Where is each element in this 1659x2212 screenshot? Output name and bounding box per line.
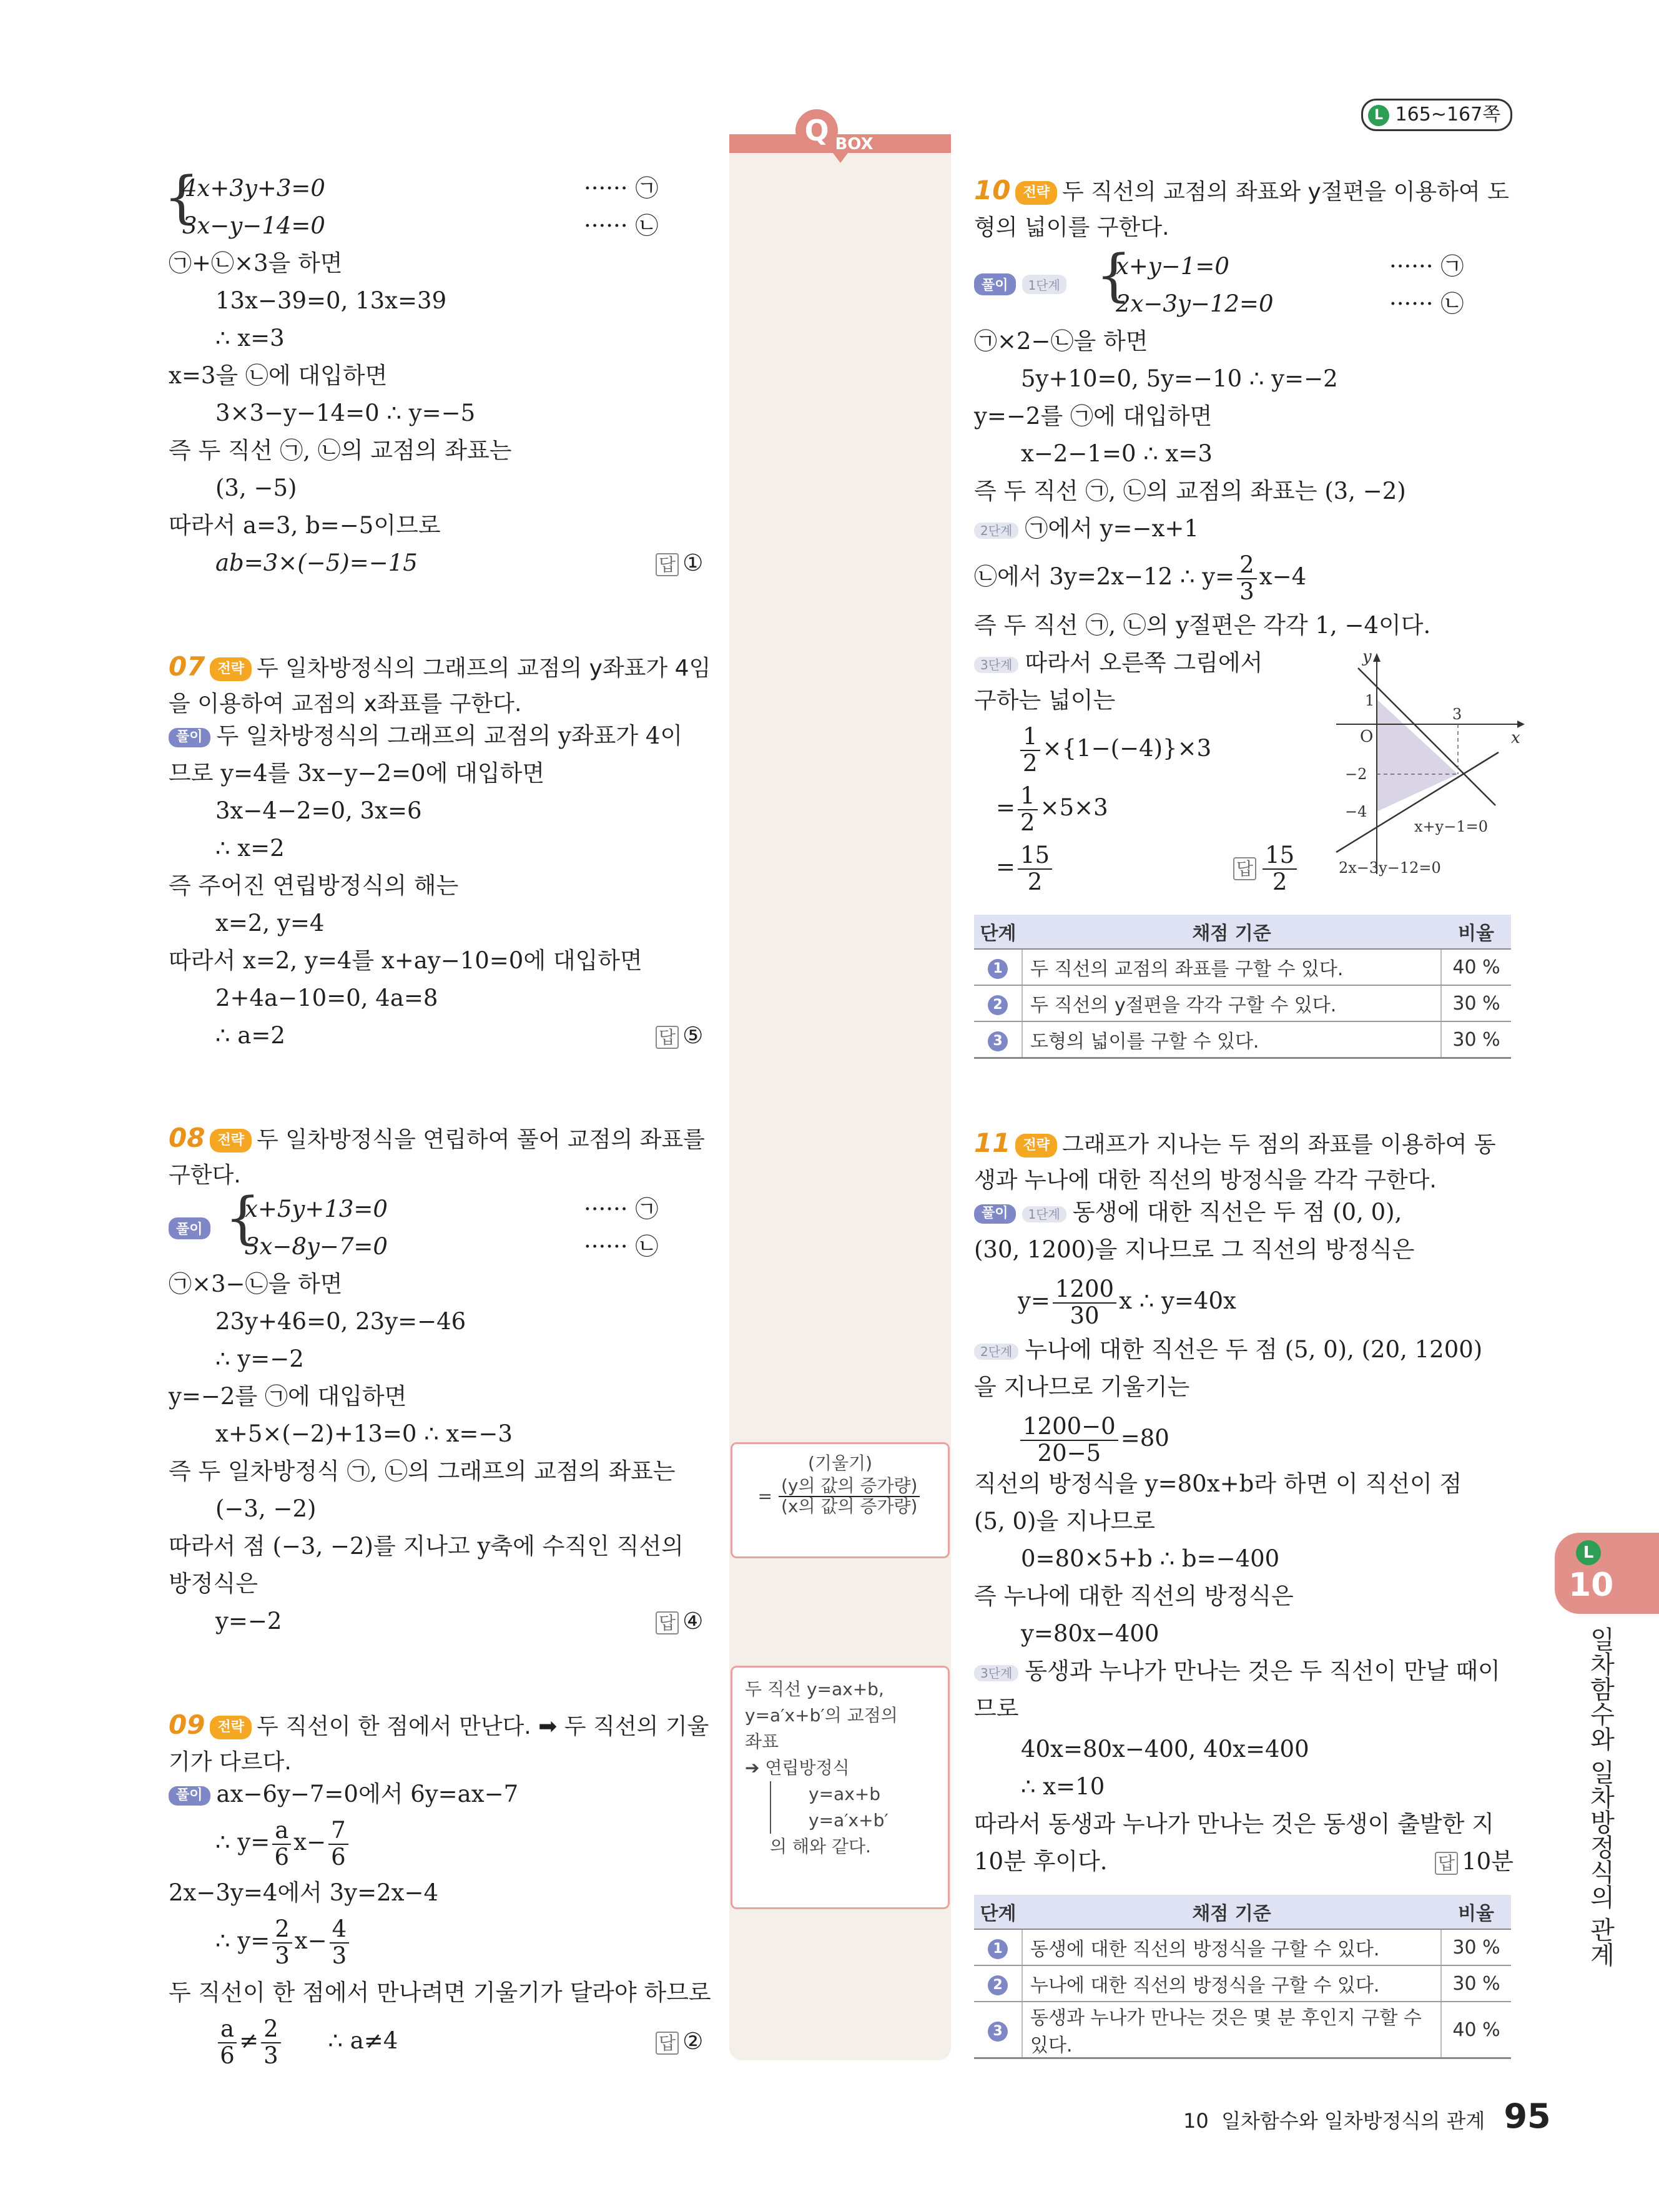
q08-line: 방정식은 [169, 1570, 258, 1597]
table-row: 3 동생과 누나가 만나는 것은 몇 분 후인지 구할 수 있다. 40 % [974, 2002, 1511, 2058]
table-row: 2 두 직선의 y절편을 각각 구할 수 있다. 30 % [974, 985, 1511, 1021]
q11-line: (5, 0)을 지나므로 [974, 1508, 1155, 1535]
q07-line: ∴ x=2 [215, 835, 285, 862]
q11-line: 10분 후이다. [974, 1848, 1108, 1875]
chapter-number: 10 [1568, 1566, 1614, 1604]
q11-answer: 답 10분 [1435, 1848, 1514, 1875]
q08-line: y=−2 [215, 1608, 282, 1634]
q10-line: 즉 두 직선 ㉠, ㉡의 y절편은 각각 1, −4이다. [974, 612, 1431, 639]
q08-answer: 답 ④ [656, 1608, 703, 1635]
q09-line: 두 직선이 한 점에서 만나려면 기울기가 달라야 하므로 [169, 1979, 711, 2006]
qbox-banner-icon [729, 109, 951, 165]
q10-calc1: $\frac{1}{2}$ ×{1−(−4)}×3 [1018, 724, 1211, 776]
q07-answer: 답 ⑤ [656, 1022, 703, 1049]
q10-line: ㉡에서 3y=2x−12 ∴ y= $\frac{2}{3}$ x−4 [974, 551, 1307, 605]
q06-eq1: 4x+3y+3=0 [182, 175, 325, 202]
q08-line: 즉 두 일차방정식 ㉠, ㉡의 그래프의 교점의 좌표는 [169, 1458, 676, 1485]
table-row: 2 누나에 대한 직선의 방정식을 구할 수 있다. 30 % [974, 1965, 1511, 2002]
q09-line: 2x−3y=4에서 3y=2x−4 [169, 1879, 439, 1906]
q10-graph [1324, 643, 1530, 880]
q10-calc2: = $\frac{1}{2}$ ×5×3 [996, 782, 1108, 836]
q07-line: 따라서 x=2, y=4를 x+ay−10=0에 대입하면 [169, 947, 642, 974]
q10-line: x−2−1=0 ∴ x=3 [1021, 440, 1213, 467]
q10-eq1: x+y−1=0 [1116, 253, 1229, 280]
q08-solution-badge: 풀이 [169, 1217, 217, 1239]
q07-line: 3x−4−2=0, 3x=6 [215, 797, 422, 824]
svg-text:BOX: BOX [835, 135, 874, 154]
q08-mark2: ······ ㉡ [584, 1233, 659, 1260]
q10-line: 즉 두 직선 ㉠, ㉡의 교점의 좌표는 (3, −2) [974, 478, 1406, 504]
q09-frac-line: ∴ y= $\frac{2}{3}$ x− $\frac{4}{3}$ [215, 1917, 352, 1969]
q10-calc3: = $\frac{15}{2}$ [996, 843, 1055, 895]
q06-line: x=3을 ㉡에 대입하면 [169, 362, 388, 389]
q09-final: $\frac{a}{6}$ ≠ $\frac{2}{3}$ ∴ a≠4 [215, 2017, 398, 2068]
q06-line: 13x−39=0, 13x=39 [215, 287, 447, 314]
q10-eq2: 2x−3y−12=0 [1116, 290, 1274, 317]
footer: 10 일차함수와 일차방정식의 관계 95 [1183, 2096, 1551, 2136]
label-y: y [1362, 647, 1372, 666]
label-x: x [1511, 729, 1520, 747]
q06-brace: { [164, 165, 200, 230]
q10-mark1: ······ ㉠ [1389, 253, 1464, 280]
q09-header: 09 전략 두 직선이 한 점에서 만난다. ➡ 두 직선의 기울기가 다르다. [169, 1709, 709, 1776]
q08-brace: { [225, 1186, 261, 1251]
q10-answer: 답 $\frac{15}{2}$ [1233, 843, 1299, 895]
q07-header: 07 전략 두 일차방정식의 그래프의 교점의 y좌표가 4임을 이용하여 교점의 x좌표를 구한다. [169, 651, 711, 717]
q07-line: x=2, y=4 [215, 910, 325, 936]
q11-line: 즉 누나에 대한 직선의 방정식은 [974, 1583, 1294, 1610]
q10-line: 5y+10=0, 5y=−10 ∴ y=−2 [1021, 365, 1338, 392]
q08-mark1: ······ ㉠ [584, 1196, 659, 1222]
q11-line: 0=80×5+b ∴ b=−400 [1021, 1545, 1280, 1572]
q08-line: (−3, −2) [215, 1495, 317, 1522]
q10-header: 10 전략 두 직선의 교점의 좌표와 y절편을 이용하여 도형의 넓이를 구한다. [974, 175, 1509, 241]
q10-line: 3단계 따라서 오른쪽 그림에서 [974, 649, 1263, 677]
table-row: 1 동생에 대한 직선의 방정식을 구할 수 있다. 30 % [974, 1929, 1511, 1965]
svg-text:Q: Q [804, 114, 829, 147]
q11-line: (30, 1200)을 지나므로 그 직선의 방정식은 [974, 1236, 1415, 1263]
q11-line: y= $\frac{1200}{30}$ x ∴ y=40x [1018, 1276, 1236, 1329]
q06-line: 즉 두 직선 ㉠, ㉡의 교점의 좌표는 [169, 437, 512, 464]
q06-line: ab=3×(−5)=−15 [215, 549, 418, 576]
table-row: 3 도형의 넓이를 구할 수 있다. 30 % [974, 1021, 1511, 1058]
q08-eq1: x+5y+13=0 [245, 1196, 388, 1222]
slope-tip: (기울기) = $\frac{\text{(y의 값의 증가량)}}{\text{(x의 값의 증가량)}}$ [731, 1442, 950, 1558]
table-header: 단계 채점 기준 비율 [974, 915, 1511, 949]
q06-line: (3, −5) [215, 474, 297, 501]
q08-line: y=−2를 ㉠에 대입하면 [169, 1383, 407, 1410]
q08-header: 08 전략 두 일차방정식을 연립하여 풀어 교점의 좌표를 구한다. [169, 1123, 705, 1189]
q10-brace: { [1096, 243, 1132, 308]
q11-line: ∴ x=10 [1021, 1773, 1105, 1800]
q08-line: 따라서 점 (−3, −2)를 지나고 y축에 수직인 직선의 [169, 1533, 684, 1560]
tick-m4: −4 [1345, 803, 1367, 820]
tick-3: 3 [1452, 705, 1462, 723]
q09-answer: 답 ② [656, 2028, 703, 2055]
q11-line: 2단계 누나에 대한 직선은 두 점 (5, 0), (20, 1200) [974, 1336, 1482, 1364]
q10-solution-badges: 풀이 1단계 [974, 273, 1073, 295]
q11-line: 따라서 동생과 누나가 만나는 것은 동생이 출발한 지 [974, 1811, 1494, 1837]
q07-line: 풀이 두 일차방정식의 그래프의 교점의 y좌표가 4이 [169, 722, 682, 750]
q09-frac-line: ∴ y= $\frac{a}{6}$ x− $\frac{7}{6}$ [215, 1818, 351, 1870]
q06-mark2: ······ ㉡ [584, 212, 659, 239]
label-line2: 2x−3y−12=0 [1339, 859, 1441, 877]
chapter-side-tab [1555, 1533, 1659, 1614]
label-line1: x+y−1=0 [1414, 818, 1488, 835]
q11-line: 을 지나므로 기울기는 [974, 1374, 1190, 1400]
q06-line: 따라서 a=3, b=−5이므로 [169, 512, 441, 539]
q11-header: 11 전략 그래프가 지나는 두 점의 좌표를 이용하여 동생과 누나에 대한 직선의 방정식을 각각 구한다. [974, 1128, 1496, 1194]
q10-score-table [974, 915, 1511, 1059]
q07-line: ∴ a=2 [215, 1022, 285, 1049]
q09-line: 풀이 ax−6y−7=0에서 6y=ax−7 [169, 1781, 518, 1808]
q08-line: ∴ y=−2 [215, 1345, 304, 1372]
q06-eq2: 3x−y−14=0 [182, 212, 325, 239]
q11-line: y=80x−400 [1021, 1620, 1159, 1647]
q07-line: 므로 y=4를 3x−y−2=0에 대입하면 [169, 760, 545, 787]
q06-line: ∴ x=3 [215, 325, 285, 351]
q07-line: 2+4a−10=0, 4a=8 [215, 985, 438, 1011]
q06-line: 3×3−y−14=0 ∴ y=−5 [215, 400, 476, 426]
table-header: 단계 채점 기준 비율 [974, 1895, 1511, 1929]
q11-line: $\frac{1200-0}{20-5}$ =80 [1018, 1414, 1169, 1466]
label-origin: O [1360, 727, 1374, 746]
q06-line: ㉠+㉡×3을 하면 [169, 250, 343, 277]
chapter-side-title: 일차함수와 일차방정식의 관계 [1586, 1626, 1615, 1967]
chapter-l-icon: L [1576, 1540, 1601, 1565]
q11-line: 3단계 동생과 누나가 만나는 것은 두 직선이 만날 때이 [974, 1658, 1500, 1685]
q07-line: 즉 주어진 연립방정식의 해는 [169, 872, 459, 899]
tick-m2: −2 [1345, 765, 1367, 783]
q11-line: 40x=80x−400, 40x=400 [1021, 1736, 1309, 1762]
q08-line: ㉠×3−㉡을 하면 [169, 1271, 343, 1297]
q06-answer: 답 ① [656, 549, 703, 577]
q10-mark2: ······ ㉡ [1389, 290, 1464, 317]
qbox-header [729, 109, 951, 159]
page-number: 95 [1504, 2096, 1551, 2136]
q11-line: 므로 [974, 1695, 1019, 1722]
q10-line: ㉠×2−㉡을 하면 [974, 328, 1148, 355]
l-badge-icon: L [1368, 105, 1389, 126]
q11-line: 직선의 방정식을 y=80x+b라 하면 이 직선이 점 [974, 1470, 1462, 1497]
intersection-tip: 두 직선 y=ax+b, y=a′x+b′의 교점의 좌표 ➔ 연립방정식 y=ax+b y=a′x+b′ 의 해와 같다. [731, 1666, 950, 1909]
y-axis-arrow-icon [1373, 653, 1381, 662]
page-reference: L 165~167쪽 [1361, 99, 1512, 131]
q10-line: y=−2를 ㉠에 대입하면 [974, 403, 1213, 430]
tick-1: 1 [1365, 692, 1375, 709]
q10-line: 2단계 ㉠에서 y=−x+1 [974, 515, 1199, 543]
q10-line: 구하는 넓이는 [974, 687, 1116, 714]
q08-line: 23y+46=0, 23y=−46 [215, 1308, 466, 1335]
x-axis-arrow-icon [1517, 720, 1525, 728]
table-row: 1 두 직선의 교점의 좌표를 구할 수 있다. 40 % [974, 949, 1511, 985]
q06-mark1: ······ ㉠ [584, 175, 659, 202]
q08-line: x+5×(−2)+13=0 ∴ x=−3 [215, 1420, 513, 1447]
q11-score-table [974, 1895, 1511, 2059]
q08-eq2: 3x−8y−7=0 [245, 1233, 388, 1260]
q11-line: 풀이 1단계 동생에 대한 직선은 두 점 (0, 0), [974, 1199, 1402, 1226]
